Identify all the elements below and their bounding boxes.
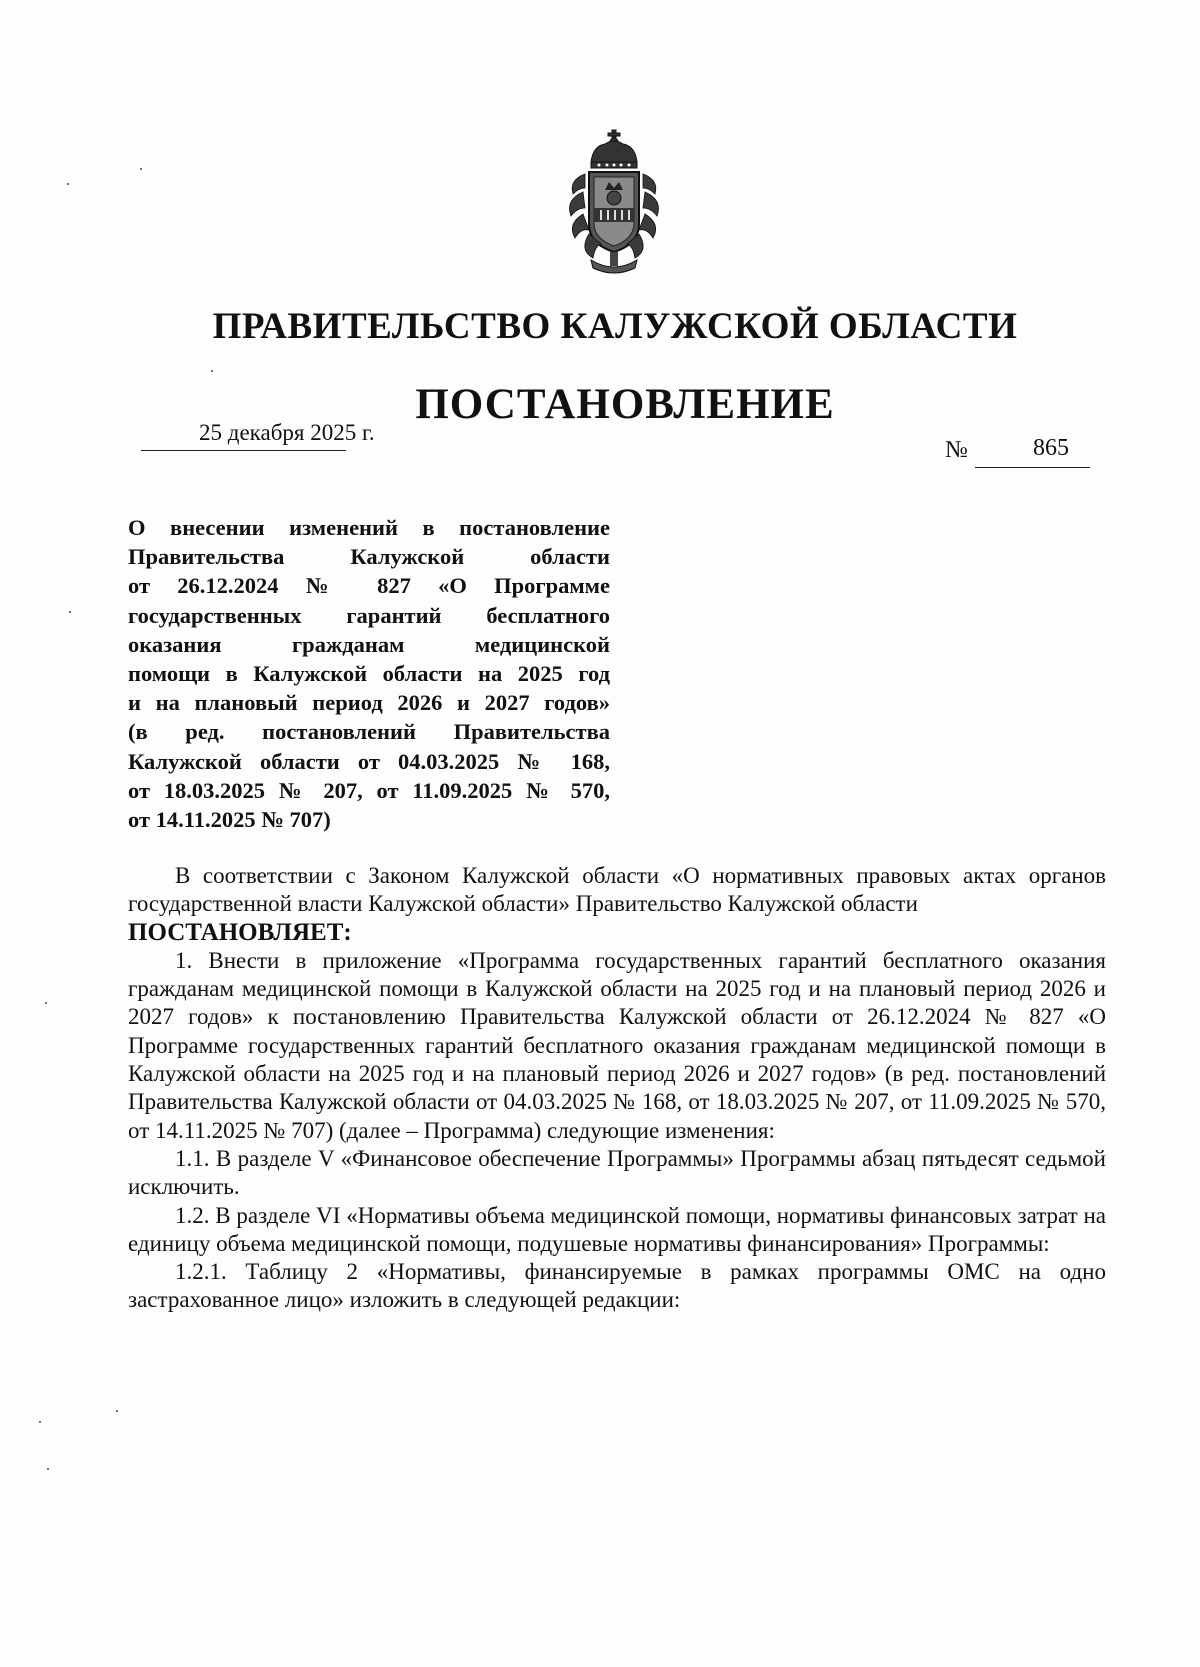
scan-speck [140, 168, 142, 170]
resolves-word: ПОСТАНОВЛЯЕТ [128, 918, 344, 946]
preamble-text: В соответствии с Законом Калужской области «О нормативных правовых актах органов государственной власти Калужской области» Правительство Калужской области [128, 863, 1106, 917]
subject-line: и на плановый период 2026 и 2027 годов» [128, 690, 610, 716]
subject-line: Калужской области от 04.03.2025 № 168, [128, 748, 610, 774]
subject-line: от 14.11.2025 № 707) [128, 807, 331, 833]
number-underline [975, 467, 1090, 468]
number-sign: № [945, 437, 968, 463]
document-date: 25 декабря 2025 г. [199, 420, 375, 445]
scan-speck [116, 1410, 118, 1412]
resolves-colon: : [343, 918, 352, 946]
scan-speck [45, 1002, 47, 1004]
subject-line: государственных гарантий бесплатного [128, 602, 610, 628]
subject-line: (в ред. постановлений Правительства [128, 719, 610, 745]
subject-line: помощи в Калужской области на 2025 год [128, 661, 610, 687]
item-1-1-paragraph: 1.1. В разделе V «Финансовое обеспечение Программы» Программы абзац пятьдесят седьмой исключить. [128, 1145, 1106, 1200]
document-type-title: ПОСТАНОВЛЕНИЕ [415, 381, 835, 428]
scan-speck [47, 1468, 49, 1470]
scan-speck [39, 1421, 41, 1423]
subject-line: оказания гражданам медицинской [128, 631, 610, 657]
document-number: 865 [1033, 435, 1069, 461]
item-1-2-1-paragraph: 1.2.1. Таблицу 2 «Нормативы, финансируемые в рамках программы ОМС на одно застрахованное лицо» изложить в следующей редакции: [128, 1259, 1106, 1313]
government-title: ПРАВИТЕЛЬСТВО КАЛУЖСКОЙ ОБЛАСТИ [212, 306, 1018, 347]
item-1-paragraph: 1. Внести в приложение «Программа государственных гарантий бесплатного оказания гражданам медицинской помощи в Калужской области на 2025 год и на плановый период 2026 и 2027 годов» к постановлению Правительства Калужской области от 26.12.2024 № 827 «О Программе государственных гарантий бесплатного оказания гражданам медицинской помощи в Калужской области на 2025 год и на плановый период 2026 и 2027 годов» (в ред. постановлений Правительства Калужской области от 04.03.2025 № 168, от 18.03.2025 № 207, от 11.09.2025 № 570, от 14.11.2025 № 707) (далее – Программа) следующие изменения: [128, 947, 1106, 1143]
date-underline [141, 450, 346, 451]
resolves-paragraph [128, 919, 1106, 947]
subject-line: О внесении изменений в постановление [128, 515, 610, 540]
coat-of-arms-icon [549, 128, 679, 278]
item-1-2-paragraph: 1.2. В разделе VI «Нормативы объема медицинской помощи, нормативы финансовых затрат на единицу объема медицинской помощи, подушевые нормативы финансирования» Программы: [128, 1202, 1106, 1256]
document-subject [128, 513, 610, 834]
subject-line: от 26.12.2024 № 827 «О Программе [128, 573, 610, 599]
subject-line: Правительства Калужской области [128, 544, 610, 570]
document-body [128, 862, 1106, 1315]
scan-speck [211, 370, 213, 372]
subject-line: от 18.03.2025 № 207, от 11.09.2025 № 570, [128, 777, 610, 803]
scan-speck [67, 183, 69, 185]
preamble-paragraph [128, 862, 1106, 919]
scan-speck [69, 611, 71, 613]
document-number-field [945, 437, 1095, 471]
